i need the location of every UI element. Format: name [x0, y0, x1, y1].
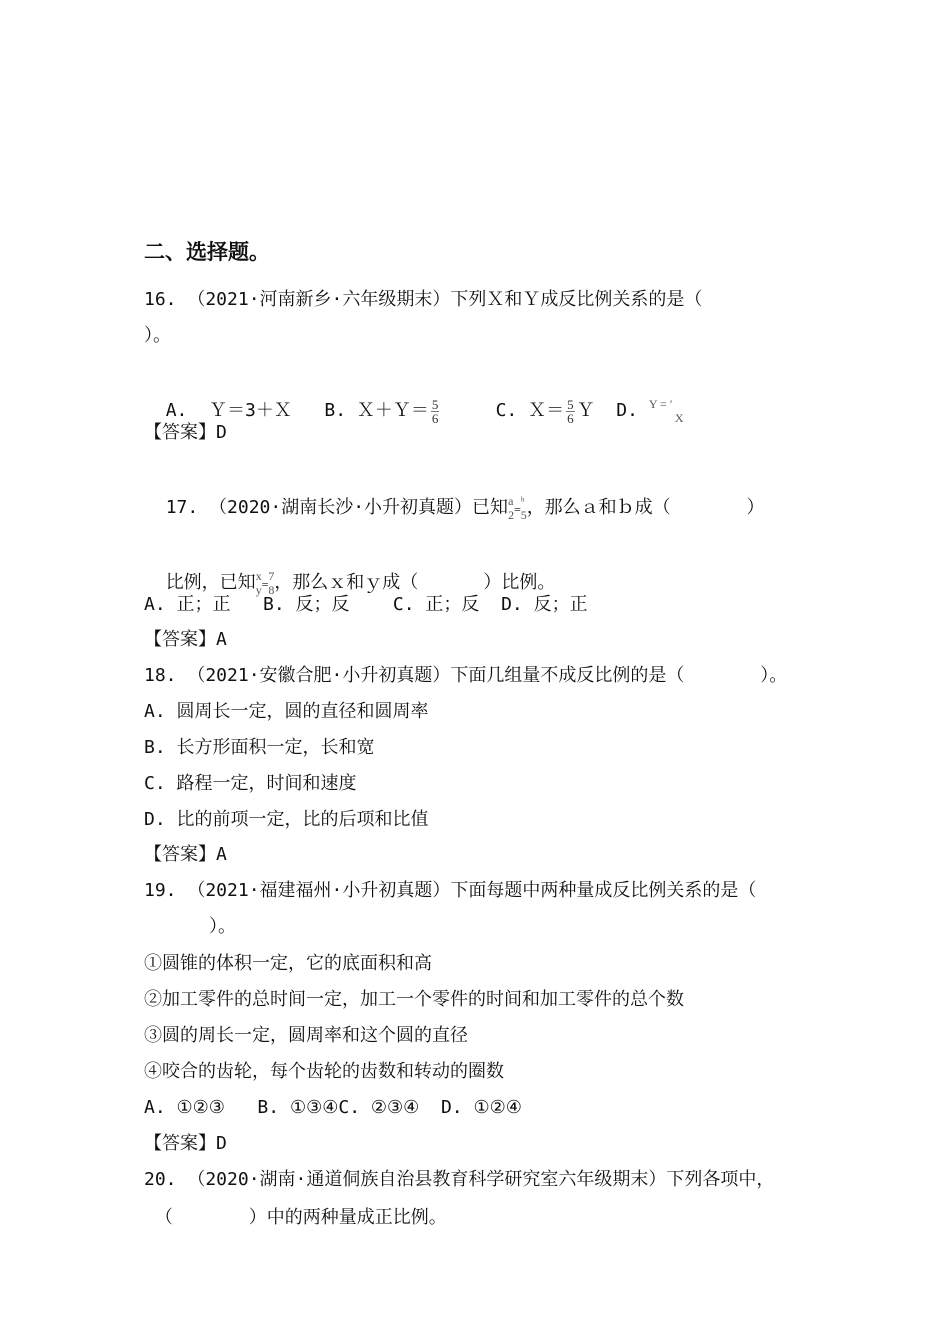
q20-stem-line1: 20. （2020·湖南·通道侗族自治县教育科学研究室六年级期末）下列各项中， — [144, 1169, 775, 1190]
q16-option-d-fraction-image: Y = ′ X — [648, 397, 684, 425]
q17-answer: 【答案】A — [144, 629, 227, 650]
q19-answer: 【答案】D — [144, 1133, 227, 1154]
q19-item-2: ②加工零件的总时间一定，加工一个零件的时间和加工零件的总个数 — [144, 989, 684, 1010]
q16-options — [144, 371, 684, 425]
q17-fraction-b-over-5: ʰ 5 — [520, 494, 527, 522]
q16-stem-line2: ）。 — [144, 325, 171, 346]
q19-stem-line1: 19. （2021·福建福州·小升初真题）下面每题中两种量成反比例关系的是（ — [144, 880, 757, 901]
q16-option-c-fraction: $\frac{5}{6}$ — [567, 396, 574, 426]
q17-stem-line2: 比例，已知 x y = 7 8 ，那么ｘ和ｙ成（ ）比例。 — [165, 569, 556, 597]
q16-stem-line1: 16. （2021·河南新乡·六年级期末）下列Ｘ和Ｙ成反比例关系的是（ — [144, 289, 703, 310]
q18-option-c: C. 路程一定，时间和速度 — [144, 773, 357, 794]
q19-item-4: ④咬合的齿轮，每个齿轮的齿数和转动的圈数 — [144, 1061, 504, 1082]
q16-answer: 【答案】D — [144, 422, 227, 443]
q18-answer: 【答案】A — [144, 844, 227, 865]
q19-item-3: ③圆的周长一定，圆周率和这个圆的直径 — [144, 1025, 468, 1046]
q16-option-d: D. Y = ′ X — [616, 397, 684, 425]
q16-option-a: A. Ｙ＝3＋Ｘ — [165, 400, 292, 421]
q18-stem: 18. （2021·安徽合肥·小升初真题）下面几组量不成反比例的是（ ）。 — [144, 665, 788, 686]
q20-stem-line2: （ ）中的两种量成正比例。 — [144, 1207, 447, 1228]
q18-option-a: A. 圆周长一定，圆的直径和圆周率 — [144, 701, 429, 722]
q16-option-b: B. Ｘ＋Ｙ＝ $\frac{5}{6}$ — [324, 396, 439, 426]
q19-options: A. ①②③ B. ①③④C. ②③④ D. ①②④ — [144, 1097, 522, 1118]
q19-item-1: ①圆锥的体积一定，它的底面积和高 — [144, 953, 432, 974]
q17-options: A. 正；正 B. 反；反 C. 正；反 D. 反；正 — [144, 594, 588, 615]
section-title: 二、选择题。 — [144, 240, 270, 264]
q16-option-c: C. Ｘ＝ $\frac{5}{6}$ Ｙ — [495, 396, 595, 426]
q17-fraction-7-over-8: 7 8 — [268, 569, 275, 597]
q19-stem-line2: ）。 — [144, 916, 237, 937]
q17-stem-line1: 17. （2020·湖南长沙·小升初真题）已知 a 2 = ʰ 5 ，那么ａ和ｂ成（ ） — [165, 494, 765, 522]
q16-option-b-fraction: $\frac{5}{6}$ — [431, 396, 439, 426]
q18-option-b: B. 长方形面积一定，长和宽 — [144, 737, 375, 758]
q17-fraction-a-over-2: a 2 — [508, 494, 515, 522]
q18-option-d: D. 比的前项一定，比的后项和比值 — [144, 809, 429, 830]
q17-fraction-x-over-y: x y — [255, 569, 262, 597]
